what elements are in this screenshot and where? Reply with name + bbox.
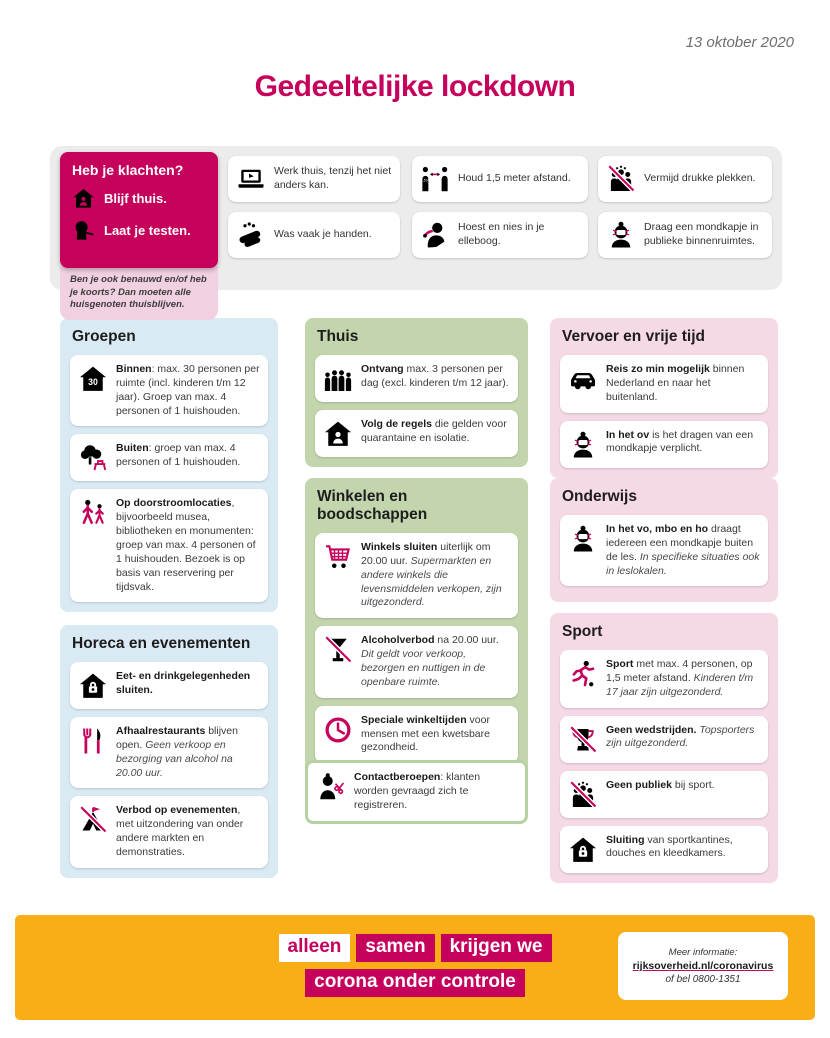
rule-text: Winkels sluiten uiterlijk om 20.00 uur. Supermarkten en andere winkels die levensmiddelen verkopen, zijn uitgezonderd.	[361, 541, 502, 609]
rule-card	[315, 355, 518, 402]
group-icon	[323, 364, 353, 394]
house-lock-icon	[568, 835, 598, 865]
footer-banner	[15, 915, 815, 1020]
rule-text: Sport met max. 4 personen, op 1,5 meter afstand. Kinderen t/m 17 jaar zijn uitgezonderd.	[606, 658, 754, 698]
clock-icon	[323, 715, 353, 745]
rule-text: Geen wedstrijden. Topsporters zijn uitgezonderd.	[606, 723, 755, 750]
rule-card	[560, 716, 768, 763]
ov-mask-icon	[568, 430, 598, 460]
tip-cough-elbow	[412, 212, 588, 258]
rule-text: Sluiting van sportkantines, douches en kleedkamers.	[606, 833, 733, 860]
wash-hands-icon	[236, 220, 266, 250]
slogan-segment: corona onder controle	[305, 969, 525, 997]
rule-text: Afhaalrestaurants blijven open. Geen verkoop en bezorging van alcohol na 20.00 uur.	[116, 725, 238, 779]
section-title: Groepen	[72, 328, 136, 345]
tip-work-home	[228, 156, 400, 202]
section-sport	[550, 613, 778, 883]
tip-text: Draag een mondkapje in publieke binnenruimtes.	[644, 221, 759, 247]
tip-text: Was vaak je handen.	[274, 228, 372, 241]
rule-card	[70, 717, 268, 788]
section-title: Onderwijs	[562, 488, 637, 505]
rule-card	[560, 650, 768, 708]
rule-card	[315, 533, 518, 618]
symptoms-title: Heb je klachten?	[72, 162, 184, 178]
rule-card	[70, 355, 268, 426]
tip-avoid-crowds	[598, 156, 772, 202]
page-title: Gedeeltelijke lockdown	[254, 70, 576, 103]
slogan-segment: samen	[356, 934, 434, 962]
section-title: Thuis	[317, 328, 359, 345]
section-title: Winkelen en boodschappen	[317, 488, 428, 523]
rule-text: Alcoholverbod na 20.00 uur. Dit geldt voor verkoop, bezorgen en nuttigen in de openbare ruimte.	[361, 634, 499, 688]
more-info-box	[618, 932, 788, 1000]
rule-card	[70, 489, 268, 602]
stay-home-label: Blijf thuis.	[104, 191, 167, 206]
section-vervoer	[550, 318, 778, 478]
info-phone: of bel 0800-1351	[665, 974, 741, 985]
section-thuis	[305, 318, 528, 467]
no-alcohol-icon	[323, 635, 353, 665]
laptop-icon	[236, 164, 266, 194]
face-mask-icon	[606, 220, 636, 250]
rule-text: Volg de regels die gelden voor quarantaine en isolatie.	[361, 418, 507, 444]
rule-card	[70, 434, 268, 481]
section-horeca	[60, 625, 278, 878]
get-tested-label: Laat je testen.	[104, 223, 191, 238]
svg-text:1,5 M.: 1,5 M.	[420, 178, 431, 183]
hairdresser-icon	[316, 772, 346, 802]
rule-card	[70, 662, 268, 709]
tip-text: Werk thuis, tenzij het niet anders kan.	[274, 165, 392, 191]
rule-text: Ontvang max. 3 personen per dag (excl. kinderen t/m 12 jaar).	[361, 363, 509, 389]
rule-text: Contactberoepen: klanten worden gevraagd zich te registreren.	[354, 771, 481, 811]
tip-text: Hoest en nies in je elleboog.	[458, 221, 545, 247]
date-label: 13 oktober 2020	[685, 34, 794, 51]
rule-text: Binnen: max. 30 personen per ruimte (incl. kinderen t/m 12 jaar). Groep van max. 4 personen of 1 huishouden.	[116, 363, 260, 417]
info-label: Meer informatie:	[668, 947, 738, 958]
tree-picnic-icon	[78, 443, 108, 473]
contact-professions-card	[305, 760, 528, 824]
rule-text: Op doorstroomlocaties, bijvoorbeeld musea, bibliotheken en monumenten: groep van max. 4 personen of 1 huishouden. Bezoek is op basis van reservering per tijdsvak.	[116, 497, 256, 593]
no-event-icon	[78, 805, 108, 835]
rule-text: In het vo, mbo en ho draagt iedereen een mondkapje buiten de les. In specifieke situaties ook in leslokalen.	[606, 523, 760, 577]
rule-card	[560, 515, 768, 586]
stay-home-item	[72, 187, 206, 210]
student-mask-icon	[568, 524, 598, 554]
section-winkelen	[305, 478, 528, 773]
slogan-line-2	[305, 969, 525, 997]
house-30-icon	[78, 364, 108, 394]
symptoms-box	[60, 152, 218, 268]
rule-text: In het ov is het dragen van een mondkapje verplicht.	[606, 428, 754, 455]
rule-card	[560, 826, 768, 873]
no-crowd-icon	[568, 780, 598, 810]
tip-text: Houd 1,5 meter afstand.	[458, 172, 571, 185]
no-trophy-icon	[568, 725, 598, 755]
rule-card	[315, 626, 518, 697]
tip-distance	[412, 156, 588, 202]
house-person-icon	[323, 419, 353, 449]
slogan-segment: krijgen we	[441, 934, 552, 962]
rule-card	[560, 771, 768, 818]
car-icon	[568, 364, 598, 394]
distance-icon	[420, 164, 450, 194]
get-tested-item	[72, 219, 206, 242]
rule-card	[70, 796, 268, 867]
rule-card	[315, 410, 518, 457]
tip-wash-hands	[228, 212, 400, 258]
walking-people-icon	[78, 498, 108, 528]
rule-card	[560, 421, 768, 468]
rule-text: Eet- en drinkgelegenheden sluiten.	[116, 670, 251, 696]
running-icon	[568, 659, 598, 689]
section-onderwijs	[550, 478, 778, 602]
section-title: Horeca en evenementen	[72, 635, 251, 652]
tip-text: Vermijd drukke plekken.	[644, 172, 756, 185]
rule-text: Reis zo min mogelijk binnen Nederland en naar het buitenland.	[606, 363, 745, 403]
tip-face-mask	[598, 212, 772, 258]
house-sick-icon	[72, 187, 95, 210]
house-lock-icon	[78, 671, 108, 701]
slogan-line-1	[279, 934, 552, 962]
rule-text: Geen publiek bij sport.	[606, 778, 715, 791]
rule-text: Verbod op evenementen, met uitzondering van onder andere markten en demonstraties.	[116, 804, 244, 859]
rule-text: Buiten: groep van max. 4 personen of 1 huishouden.	[116, 442, 241, 469]
cart-icon	[323, 542, 353, 572]
test-icon	[72, 219, 95, 242]
svg-text:30: 30	[88, 376, 98, 387]
rule-text: Speciale winkeltijden voor mensen met een kwetsbare gezondheid.	[361, 713, 490, 754]
info-link[interactable]: rijksoverheid.nl/coronavirus	[632, 960, 774, 972]
no-crowd-icon	[606, 164, 636, 194]
slogan-segment: alleen	[279, 934, 351, 962]
section-title: Vervoer en vrije tijd	[562, 328, 706, 345]
cutlery-icon	[78, 726, 108, 756]
cough-elbow-icon	[420, 220, 450, 250]
rule-card	[315, 706, 518, 764]
section-groepen	[60, 318, 278, 612]
rule-card	[560, 355, 768, 413]
section-title: Sport	[562, 623, 603, 640]
symptoms-note: Ben je ook benauwd en/of heb je koorts? Dan moeten alle huisgenoten thuisblijven.	[60, 266, 218, 320]
